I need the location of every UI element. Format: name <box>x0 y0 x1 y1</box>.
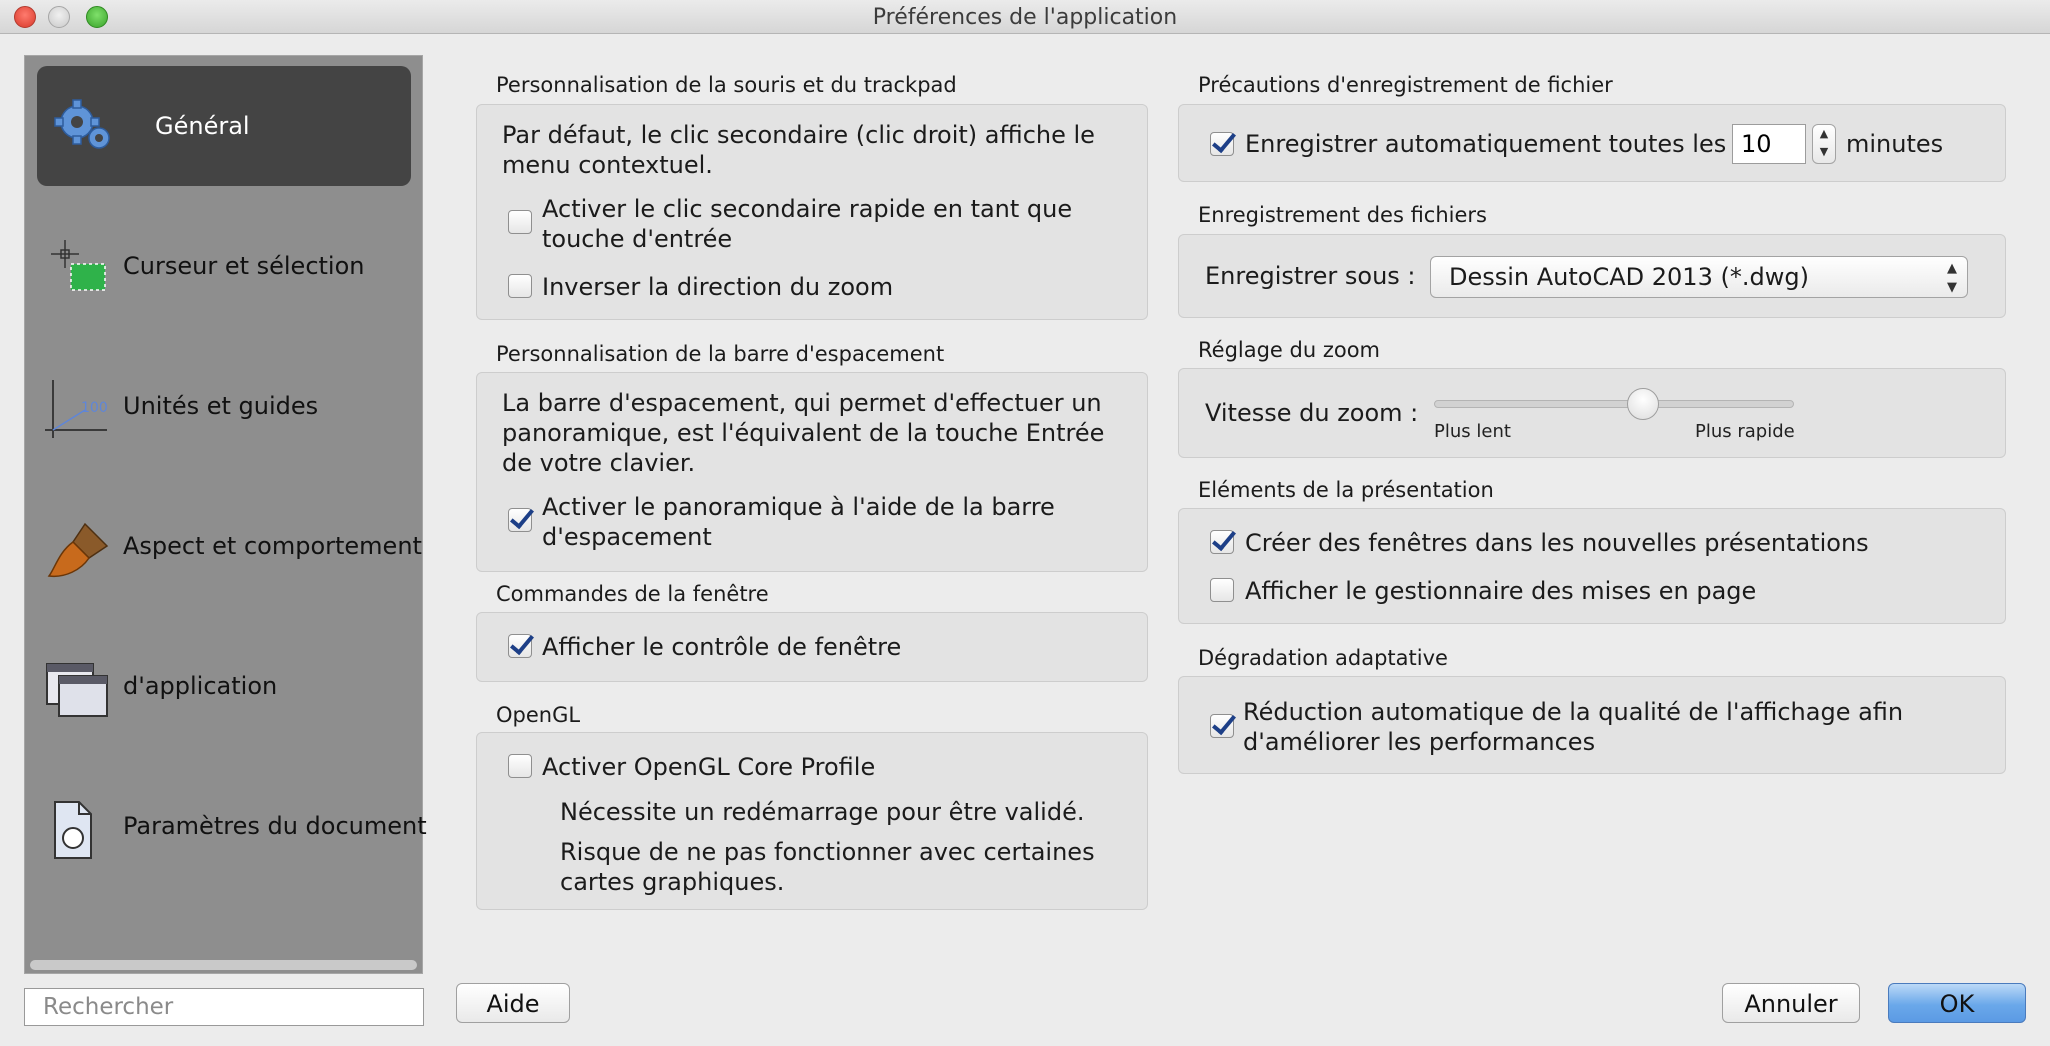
checkbox-label: d'améliorer les performances <box>1243 728 1596 756</box>
sidebar-item-label: Paramètres du document <box>123 812 427 840</box>
ok-button[interactable]: OK <box>1888 983 2026 1023</box>
checkbox-label: Enregistrer automatiquement toutes les <box>1245 130 1727 158</box>
spacebar-description: panoramique, est l'équivalent de la touche Entrée <box>502 419 1105 447</box>
gear-icon <box>51 94 117 154</box>
help-button[interactable]: Aide <box>456 983 570 1023</box>
page-setup-manager-checkbox[interactable] <box>1210 578 1234 602</box>
save-as-format-select[interactable] <box>1430 256 1968 298</box>
checkbox-label: Activer OpenGL Core Profile <box>542 753 876 781</box>
section-title-layout-elements: Eléments de la présentation <box>1198 478 1494 502</box>
selected-format: Dessin AutoCAD 2013 (*.dwg) <box>1449 263 1809 291</box>
create-viewports-checkbox[interactable] <box>1210 530 1234 554</box>
checkbox-label: Activer le panoramique à l'aide de la barre <box>542 493 1055 521</box>
brush-icon <box>45 520 111 580</box>
search-input[interactable] <box>24 988 424 1026</box>
spacebar-pan-checkbox[interactable] <box>508 508 532 532</box>
select-arrows-icon: ▲ ▼ <box>1947 261 1957 295</box>
cancel-button[interactable]: Annuler <box>1722 983 1860 1023</box>
zoom-speed-slider[interactable] <box>1434 400 1794 408</box>
checkbox-label: Afficher le gestionnaire des mises en page <box>1245 577 1757 605</box>
sidebar-scrollbar[interactable] <box>30 960 417 970</box>
sidebar-item-label: d'application <box>123 672 278 700</box>
quick-secondary-click-checkbox[interactable] <box>508 210 532 234</box>
sidebar-item-units-guides[interactable] <box>25 346 422 466</box>
autosave-interval-stepper[interactable]: ▲ ▼ <box>1812 124 1836 164</box>
checkbox-label: Afficher le contrôle de fenêtre <box>542 633 902 661</box>
spacebar-description: de votre clavier. <box>502 449 696 477</box>
section-title-opengl: OpenGL <box>496 703 581 727</box>
section-title-mouse: Personnalisation de la souris et du trackpad <box>496 73 957 97</box>
checkbox-label: Inverser la direction du zoom <box>542 273 894 301</box>
opengl-note: Risque de ne pas fonctionner avec certaines <box>560 838 1095 866</box>
section-title-save-precautions: Précautions d'enregistrement de fichier <box>1198 73 1613 97</box>
units-guides-icon <box>45 380 111 440</box>
cursor-selection-icon <box>45 240 111 300</box>
section-title-adaptive: Dégradation adaptative <box>1198 646 1448 670</box>
autosave-unit: minutes <box>1846 130 1944 158</box>
section-title-file-saving: Enregistrement des fichiers <box>1198 203 1487 227</box>
title-bar <box>0 0 2050 34</box>
adaptive-degradation-checkbox[interactable] <box>1210 714 1234 738</box>
svg-text:100: 100 <box>81 400 108 416</box>
sidebar-item-label: Aspect et comportement <box>123 532 422 560</box>
autosave-interval-input[interactable] <box>1732 124 1806 164</box>
show-window-control-checkbox[interactable] <box>508 634 532 658</box>
sidebar-item-appearance-behavior[interactable] <box>25 486 422 606</box>
sidebar <box>24 55 427 974</box>
opengl-note: cartes graphiques. <box>560 868 785 896</box>
invert-zoom-checkbox[interactable] <box>508 274 532 298</box>
zoom-slow-label: Plus lent <box>1434 421 1511 442</box>
zoom-speed-slider-knob[interactable] <box>1627 388 1659 420</box>
opengl-core-profile-checkbox[interactable] <box>508 754 532 778</box>
layout-elements-group <box>1178 508 2006 624</box>
sidebar-item-application[interactable] <box>25 626 422 746</box>
checkbox-label: Activer le clic secondaire rapide en tant que <box>542 195 1073 223</box>
zoom-fast-label: Plus rapide <box>1695 421 1795 442</box>
sidebar-item-cursor-selection[interactable] <box>25 206 422 326</box>
autosave-checkbox[interactable] <box>1210 132 1234 156</box>
section-title-window-controls: Commandes de la fenêtre <box>496 582 769 606</box>
opengl-note: Nécessite un redémarrage pour être validé. <box>560 798 1085 826</box>
section-title-zoom: Réglage du zoom <box>1198 338 1381 362</box>
mouse-description: menu contextuel. <box>502 151 713 179</box>
sidebar-item-label: Curseur et sélection <box>123 252 365 280</box>
sidebar-item-document-settings[interactable] <box>25 766 427 886</box>
section-title-spacebar: Personnalisation de la barre d'espacement <box>496 342 945 366</box>
sidebar-item-general[interactable] <box>37 66 411 186</box>
window-title: Préférences de l'application <box>872 5 1178 30</box>
document-icon <box>45 800 111 860</box>
windows-icon <box>45 660 111 720</box>
zoom-speed-label: Vitesse du zoom : <box>1205 399 1419 427</box>
save-as-label: Enregistrer sous : <box>1205 262 1416 290</box>
spacebar-description: La barre d'espacement, qui permet d'effectuer un <box>502 389 1102 417</box>
checkbox-label: d'espacement <box>542 523 712 551</box>
checkbox-label: Créer des fenêtres dans les nouvelles présentations <box>1245 529 1869 557</box>
sidebar-item-label: Général <box>155 112 250 140</box>
sidebar-item-label: Unités et guides <box>123 392 319 420</box>
checkbox-label: Réduction automatique de la qualité de l'affichage afin <box>1243 698 1904 726</box>
checkbox-label: touche d'entrée <box>542 225 733 253</box>
mouse-description: Par défaut, le clic secondaire (clic droit) affiche le <box>502 121 1095 149</box>
